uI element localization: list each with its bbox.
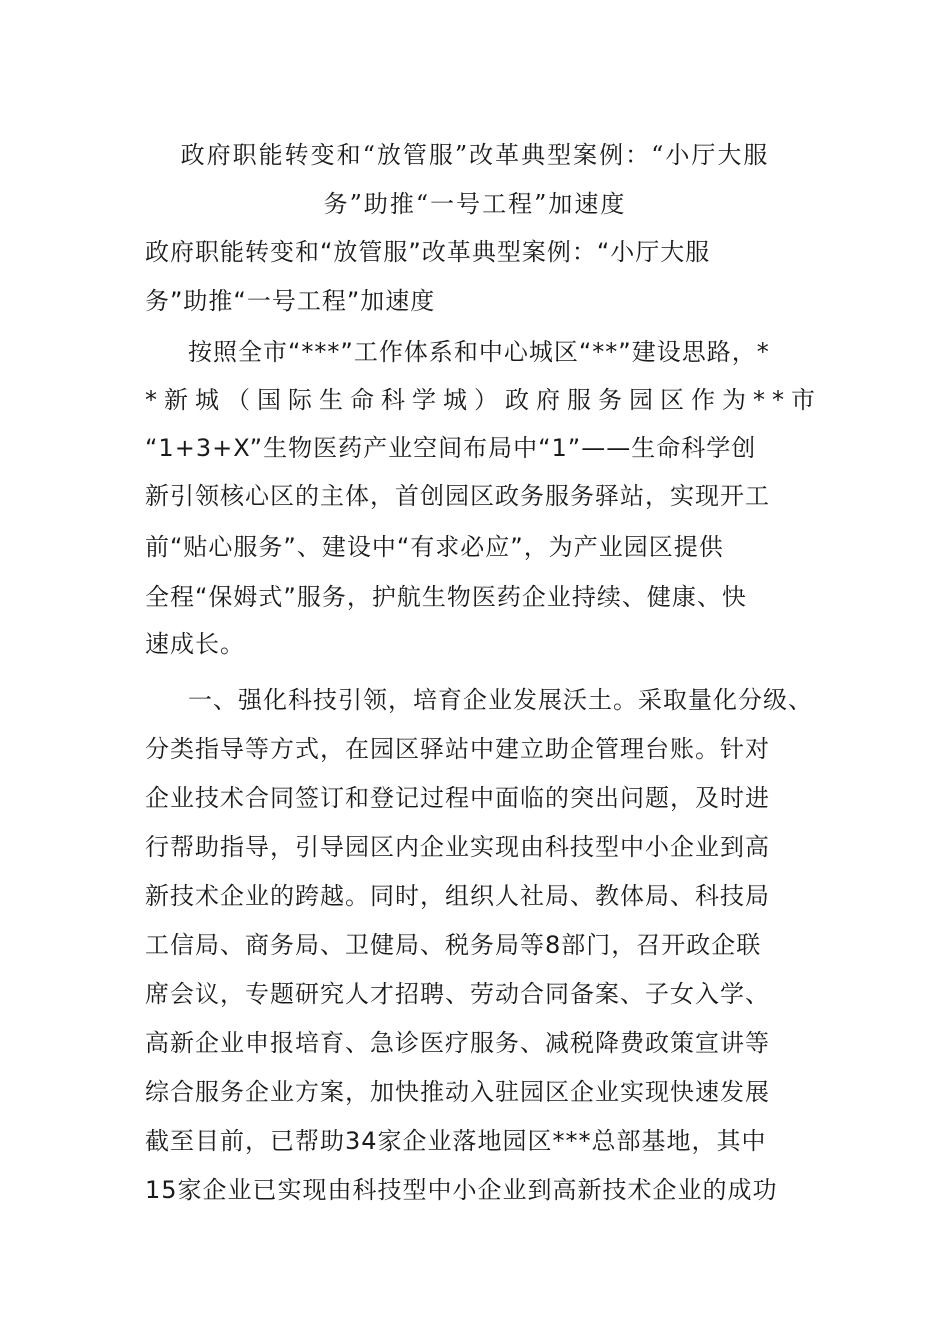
paragraph-1-line: 新引领核心区的主体，首创园区政务服务驿站，实现开工	[145, 482, 770, 510]
subtitle-line-2: 务”助推“一号工程”加速度	[145, 287, 436, 315]
paragraph-2-line: 席会议，专题研究人才招聘、劳动合同备案、子女入学、	[145, 980, 770, 1008]
paragraph-2-line: 综合服务企业方案，加快推动入驻园区企业实现快速发展	[145, 1078, 770, 1106]
paragraph-2-line: 新技术企业的跨越。同时，组织人社局、教体局、科技局	[145, 882, 770, 910]
paragraph-1-line: 按照全市“***”工作体系和中心城区“**”建设思路，*	[188, 338, 770, 366]
paragraph-1-line: “1+3+X”生物医药产业空间布局中“1”——生命科学创	[145, 434, 757, 462]
paragraph-1-line: 前“贴心服务”、建设中“有求必应”，为产业园区提供	[145, 533, 724, 561]
paragraph-1-line: *新城（国际生命科学城）政府服务园区作为**市	[145, 386, 822, 414]
title-line-2: 务”助推“一号工程”加速度	[323, 190, 627, 218]
paragraph-2-line: 工信局、商务局、卫健局、税务局等8部门，召开政企联	[145, 931, 762, 959]
paragraph-2-line: 行帮助指导，引导园区内企业实现由科技型中小企业到高	[145, 833, 770, 861]
paragraph-2-line: 企业技术合同签订和登记过程中面临的突出问题，及时进	[145, 784, 770, 812]
paragraph-2-line: 一、强化科技引领，培育企业发展沃土。采取量化分级、	[188, 686, 813, 714]
paragraph-2-line: 高新企业申报培育、急诊医疗服务、减税降费政策宣讲等	[145, 1029, 770, 1057]
paragraph-1-line: 全程“保姆式”服务，护航生物医药企业持续、健康、快	[145, 583, 747, 611]
paragraph-1-line: 速成长。	[145, 630, 245, 658]
subtitle-line-1: 政府职能转变和“放管服”改革典型案例：“小厅大服	[145, 238, 711, 266]
paragraph-2-line: 分类指导等方式，在园区驿站中建立助企管理台账。针对	[145, 735, 770, 763]
paragraph-2-line: 15家企业已实现由科技型中小企业到高新技术企业的成功	[145, 1176, 778, 1204]
title-line-1: 政府职能转变和“放管服”改革典型案例：“小厅大服	[180, 141, 770, 169]
paragraph-2-line: 截至目前，已帮助34家企业落地园区***总部基地，其中	[145, 1127, 767, 1155]
